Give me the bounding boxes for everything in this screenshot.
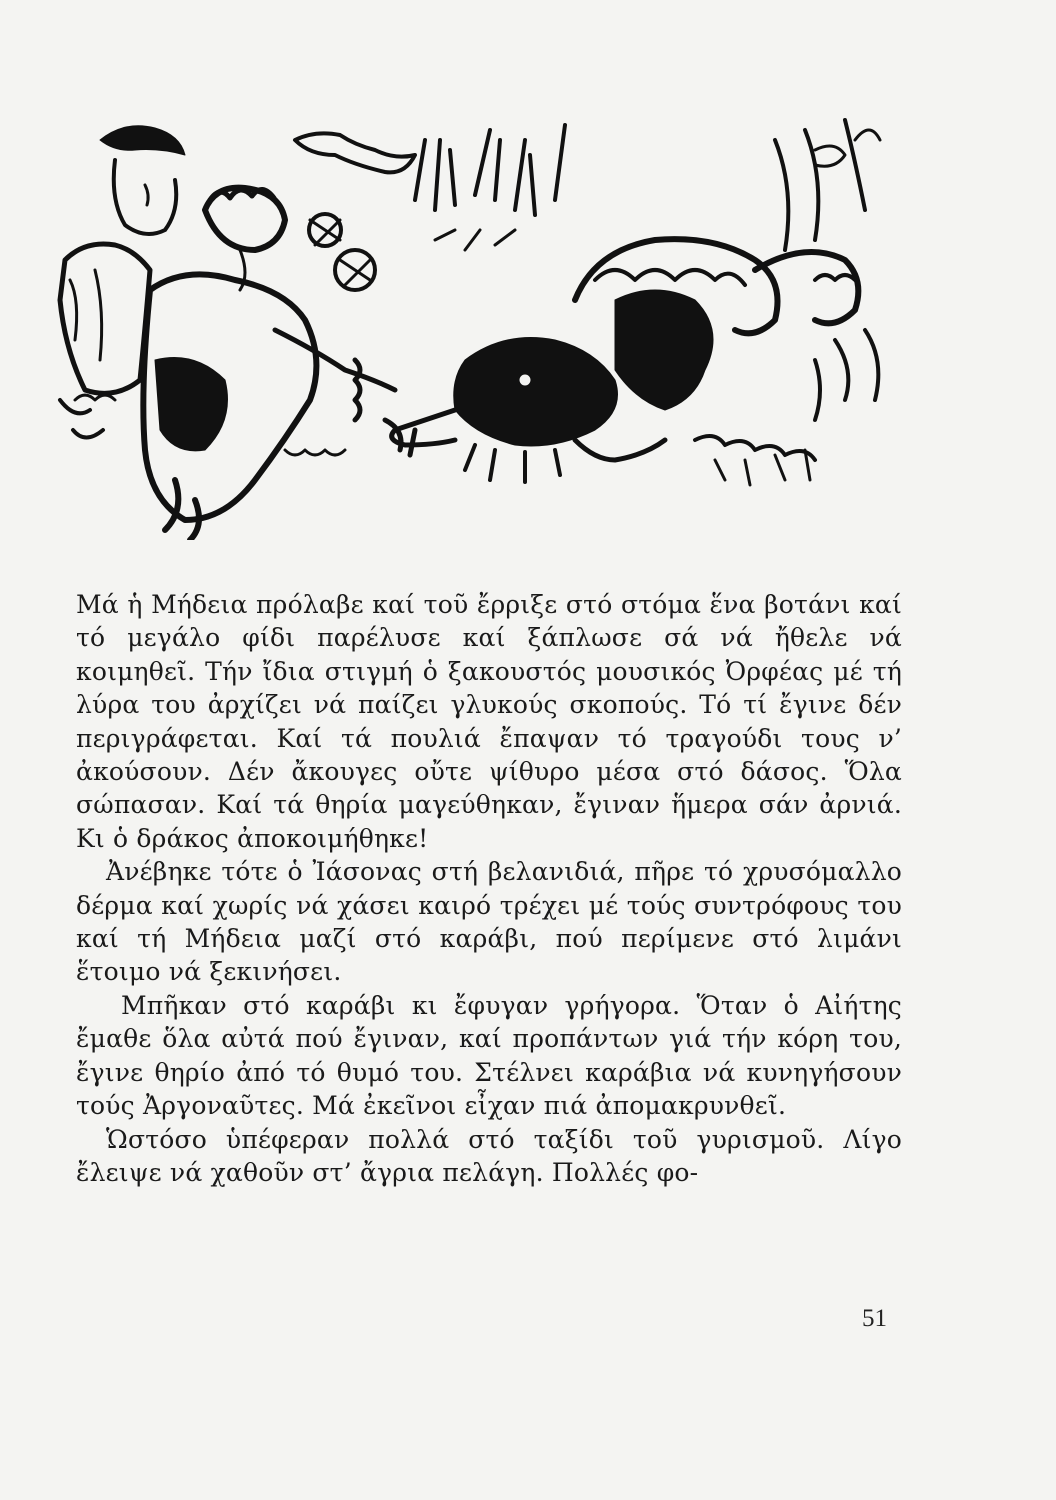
page-number: 51 [862,1305,887,1332]
paragraph-2: Ἀνέβηκε τότε ὁ Ἰάσονας στή βελανιδιά, πῆρε τό χρυσόμαλλο δέρμα καί χωρίς νά χάσει καιρό τρέχει μέ τούς συντρόφους του καί τή Μήδεια μαζί στό καράβι, πού περίμενε στό λιμάνι ἕτοιμο νά ξεκινήσει. [76,857,902,987]
paragraph-3: Μπῆκαν στό καράβι κι ἔφυγαν γρήγορα. Ὅταν ὁ Αἰήτης ἔμαθε ὅλα αὐτά πού ἔγιναν, καί προπάντων γιά τήν κόρη του, ἔγινε θηρίο ἀπό τό θυμό του. Στέλνει καράβια νά κυνηγήσουν τούς Ἀργοναῦτες. Μά ἐκεῖνοι εἶχαν πιά ἀπομακρυνθεῖ. [76,990,902,1121]
paragraph-1: Μά ἡ Μήδεια πρόλαβε καί τοῦ ἔρριξε στό στόμα ἕνα βοτάνι καί τό μεγάλο φίδι παρέλυσε καί ξάπλωσε σά νά ἤθελε νά κοιμηθεῖ. Τήν ἴδια στιγμή ὁ ξακουστός μουσικός Ὀρφέας μέ τή λύρα του ἀρχίζει νά παίζει γλυκούς σκοπούς. Τό τί ἔγινε δέν περιγράφεται. Καί τά πουλιά ἔπαψαν τό τραγούδι τους ν’ ἀκούσουν. Δέν ἄκουγες οὔτε ψίθυρο μέσα στό δάσος. Ὅλα σώπασαν. Καί τά θηρία μαγεύθηκαν, ἔγιναν ἥμερα σάν ἀρνιά. Κι ὁ δράκος ἀποκοιμήθηκε! [76,590,902,853]
story-text [76,588,902,1189]
paragraph-4: Ὡστόσο ὑπέφεραν πολλά στό ταξίδι τοῦ γυρισμοῦ. Λίγο ἔλειψε νά χαθοῦν στ’ ἄγρια πελάγη. Πολλές φο- [76,1124,902,1187]
dragon-illustration [55,100,895,540]
